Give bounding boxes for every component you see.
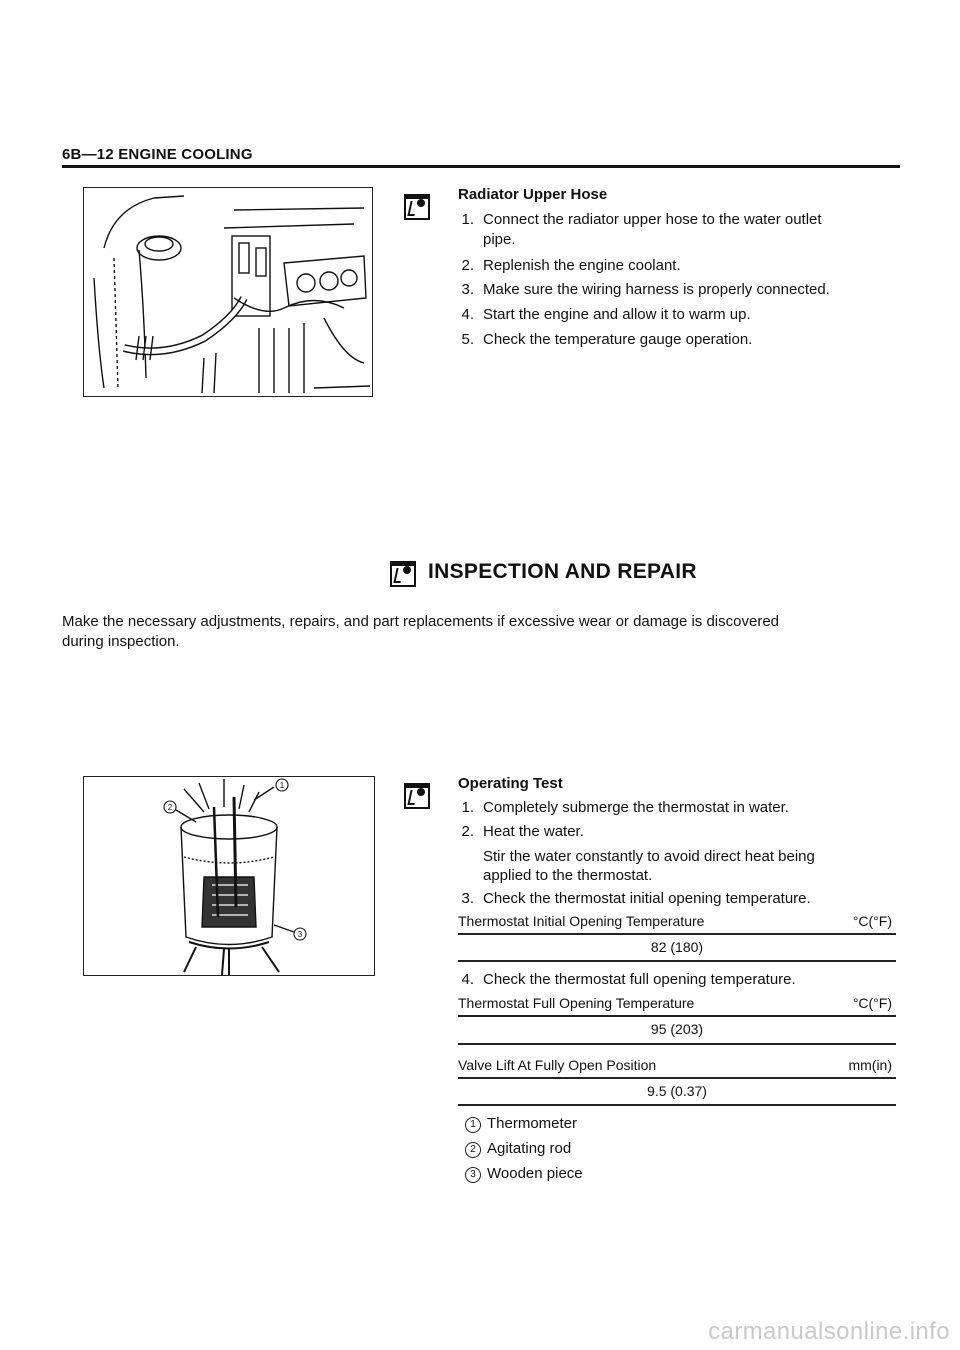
step-number: 1. — [461, 799, 474, 816]
spec-rule — [458, 1015, 896, 1017]
step-text: Start the engine and allow it to warm up. — [483, 306, 751, 323]
legend-item-wooden-piece — [465, 1165, 583, 1183]
step-note: Stir the water constantly to avoid direct heat being — [483, 848, 815, 865]
inspection-and-repair-heading: INSPECTION AND REPAIR — [428, 560, 697, 583]
legend-item-agitating-rod — [465, 1140, 571, 1158]
spec-full-opening-value: 95 (203) — [650, 1021, 704, 1037]
step-text: Check the thermostat full opening temperature. — [483, 971, 796, 988]
spec-rule — [458, 1077, 896, 1079]
callout-3-label: 3 — [297, 930, 303, 939]
step-number: 2. — [461, 257, 474, 274]
spec-rule — [458, 1043, 896, 1045]
step-text: Heat the water. — [483, 823, 584, 840]
spec-label: Thermostat Full Opening Temperature — [458, 995, 695, 1011]
step-text: Connect the radiator upper hose to the water outlet — [483, 211, 822, 228]
site-watermark: carmanualsonline.info — [708, 1318, 950, 1345]
step-text: Completely submerge the thermostat in water. — [483, 799, 789, 816]
spec-unit: mm(in) — [848, 1057, 892, 1073]
header-rule — [62, 165, 900, 168]
step-text: pipe. — [483, 231, 516, 248]
wrench-repair-icon — [390, 561, 416, 587]
step-text: Make sure the wiring harness is properly connected. — [483, 281, 830, 298]
spec-rule — [458, 933, 896, 935]
step-number: 3. — [461, 281, 474, 298]
wrench-repair-icon — [404, 194, 430, 220]
circled-number-marker: 1 — [465, 1117, 481, 1133]
legend-label: Agitating rod — [487, 1140, 572, 1157]
step-text: Check the thermostat initial opening temperature. — [483, 890, 811, 907]
page-header-title: 6B—12 ENGINE COOLING — [62, 146, 253, 163]
circled-number-marker: 3 — [465, 1167, 481, 1183]
inspection-intro-paragraph — [62, 612, 907, 652]
legend-label: Wooden piece — [487, 1165, 583, 1182]
callout-2-label: 2 — [167, 803, 173, 812]
step-number: 1. — [461, 211, 474, 228]
spec-unit: °C(°F) — [852, 995, 892, 1011]
legend-item-thermometer — [465, 1115, 577, 1133]
spec-unit: °C(°F) — [852, 913, 892, 929]
spec-initial-opening-value: 82 (180) — [650, 939, 704, 955]
circled-number-marker: 2 — [465, 1142, 481, 1158]
intro-line: Make the necessary adjustments, repairs, and part replacements if excessive wear or damage is discovered — [62, 613, 780, 630]
step-number: 4. — [461, 306, 474, 323]
wrench-repair-icon — [404, 783, 430, 809]
spec-rule — [458, 1104, 896, 1106]
thermostat-test-illustration — [83, 776, 375, 976]
step-number: 4. — [461, 971, 474, 988]
callout-1-label: 1 — [279, 781, 285, 790]
intro-line: during inspection. — [62, 633, 180, 650]
engine-bay-illustration — [83, 187, 373, 397]
spec-valve-lift-value: 9.5 (0.37) — [647, 1083, 707, 1099]
step-number: 2. — [461, 823, 474, 840]
radiator-upper-hose-title: Radiator Upper Hose — [458, 186, 608, 203]
step-number: 5. — [461, 331, 474, 348]
step-text: Check the temperature gauge operation. — [483, 331, 753, 348]
spec-label: Thermostat Initial Opening Temperature — [458, 913, 705, 929]
step-note: applied to the thermostat. — [483, 867, 653, 884]
spec-label: Valve Lift At Fully Open Position — [458, 1057, 657, 1073]
legend-label: Thermometer — [487, 1115, 578, 1132]
step-text: Replenish the engine coolant. — [483, 257, 681, 274]
operating-test-title: Operating Test — [458, 775, 563, 792]
spec-rule — [458, 960, 896, 962]
step-number: 3. — [461, 890, 474, 907]
